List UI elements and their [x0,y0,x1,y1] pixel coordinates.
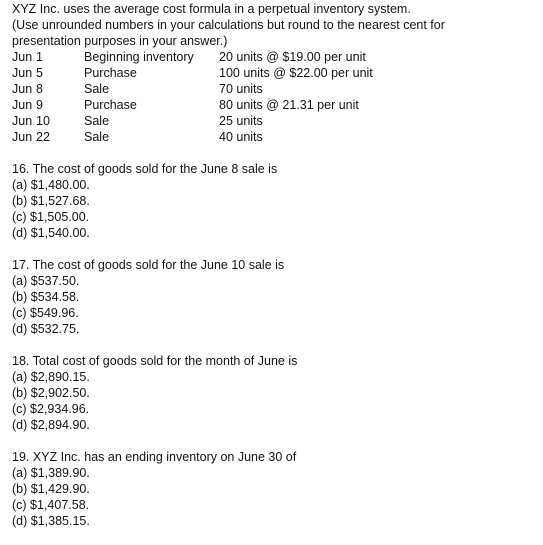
transaction-day: 22 [36,130,50,144]
question-19 [12,449,543,529]
answer-option-c: (c) $549.96. [12,306,79,320]
transaction-row [12,97,373,113]
answer-option-c: (c) $1,505.00. [12,210,90,224]
answer-option-b: (b) $1,429.90. [12,482,90,496]
answer-option-c: (c) $2,934.96. [12,402,90,416]
transaction-month: Jun [12,82,33,96]
transaction-detail: 70 units [219,82,263,96]
question-16 [12,161,543,241]
transaction-type: Sale [84,114,110,128]
transaction-type: Purchase [84,66,137,80]
answer-option-d: (d) $532.75. [12,322,80,336]
transaction-type: Sale [84,82,110,96]
transaction-month: Jun [12,130,33,144]
transaction-month: Jun [12,98,33,112]
transaction-month: Jun [12,50,33,64]
question-text: 18. Total cost of goods sold for the month of June is [12,354,298,368]
transaction-detail: 80 units @ 21.31 per unit [219,98,359,112]
transaction-detail: 40 units [219,130,263,144]
transaction-type: Beginning inventory [84,50,194,64]
transaction-row [12,49,373,65]
question-17 [12,257,543,337]
transaction-day: 10 [36,114,50,128]
transaction-day: 8 [36,82,43,96]
transaction-row [12,129,373,145]
transactions-table [12,49,373,145]
transaction-day: 5 [36,66,43,80]
transaction-month: Jun [12,114,33,128]
transaction-day: 1 [36,50,43,64]
transaction-row [12,65,373,81]
question-text: 16. The cost of goods sold for the June 8 sale is [12,162,278,176]
question-18 [12,353,543,433]
transaction-month: Jun [12,66,33,80]
answer-option-a: (a) $537.50. [12,274,80,288]
intro-line-1: XYZ Inc. uses the average cost formula in a perpetual inventory system. [12,2,411,16]
answer-option-d: (d) $1,385.15. [12,514,90,528]
answer-option-b: (b) $2,902.50. [12,386,90,400]
transaction-row [12,113,373,129]
answer-option-c: (c) $1,407.58. [12,498,90,512]
transaction-day: 9 [36,98,43,112]
answer-option-a: (a) $2,890.15. [12,370,90,384]
question-text: 17. The cost of goods sold for the June 10 sale is [12,258,285,272]
transaction-row [12,81,373,97]
transaction-detail: 20 units @ $19.00 per unit [219,50,366,64]
question-text: 19. XYZ Inc. has an ending inventory on June 30 of [12,450,297,464]
answer-option-a: (a) $1,480.00. [12,178,90,192]
intro-line-3: presentation purposes in your answer.) [12,34,228,48]
intro-line-2: (Use unrounded numbers in your calculations but round to the nearest cent for [12,18,445,32]
transaction-type: Purchase [84,98,137,112]
answer-option-d: (d) $1,540.00. [12,226,90,240]
transaction-detail: 25 units [219,114,263,128]
answer-option-b: (b) $534.58. [12,290,80,304]
transaction-detail: 100 units @ $22.00 per unit [219,66,373,80]
transaction-type: Sale [84,130,110,144]
problem-intro [12,1,543,49]
answer-option-b: (b) $1,527.68. [12,194,90,208]
answer-option-a: (a) $1,389.90. [12,466,90,480]
answer-option-d: (d) $2,894.90. [12,418,90,432]
